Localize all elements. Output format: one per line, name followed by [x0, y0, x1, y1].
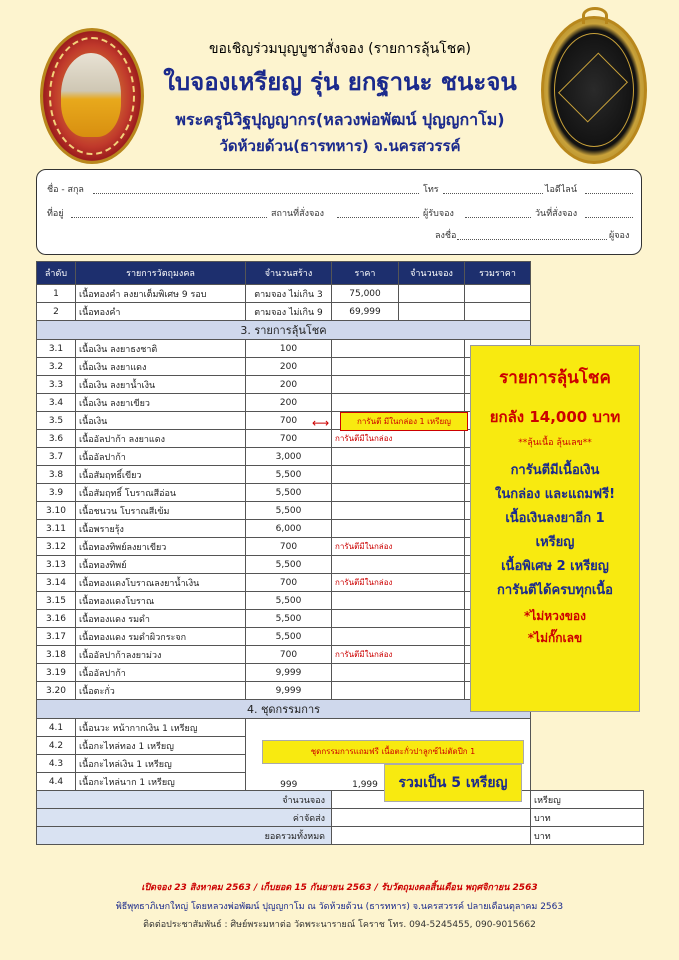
yantra-medal-image — [541, 16, 647, 164]
row-number: 2 — [37, 303, 76, 321]
table-row — [37, 719, 644, 737]
item-price — [332, 394, 465, 412]
row-number: 3.8 — [37, 466, 76, 484]
made-qty: 700 — [246, 538, 332, 556]
row-number: 3.7 — [37, 448, 76, 466]
lineid-label: ไอดีไลน์ — [545, 185, 577, 195]
made-qty: 700 — [246, 574, 332, 592]
item-name: เนื้อเงิน ลงยาน้ำเงิน — [76, 376, 246, 394]
item-price — [332, 502, 465, 520]
summary-row — [37, 809, 644, 827]
order-qty-field[interactable] — [399, 303, 465, 321]
item-name: เนื้อตะกั่ว — [76, 682, 246, 700]
side-spacer — [531, 303, 644, 321]
col-header-qty: จำนวนจอง — [399, 262, 465, 285]
row-number: 3.18 — [37, 646, 76, 664]
made-qty: 6,000 — [246, 520, 332, 538]
item-price — [332, 376, 465, 394]
summary-label: ค่าจัดส่ง — [37, 809, 332, 827]
receiver-field[interactable] — [465, 217, 531, 218]
item-price: การันตีมีในกล่อง — [332, 538, 465, 556]
item-name: เนื้อทองทิพย์ลงยาเขียว — [76, 538, 246, 556]
row-number: 3.20 — [37, 682, 76, 700]
promo-tagline: **ลุ้นเนื้อ ลุ้นเลข** — [518, 438, 592, 448]
summary-unit: บาท — [531, 809, 644, 827]
side-spacer — [531, 719, 644, 791]
item-price — [332, 466, 465, 484]
item-name: เนื้อทองแดงโบราณลงยาน้ำเงิน — [76, 574, 246, 592]
item-name: เนื้อชนวน โบราณสีเข้ม — [76, 502, 246, 520]
made-qty: ตามจอง ไม่เกิน 3 — [246, 285, 332, 303]
item-name: เนื้อทองคำ ลงยาเต็มพิเศษ 9 รอบ — [76, 285, 246, 303]
page-title: ใบจองเหรียญ รุ่น ยกฐานะ ชนะจน — [163, 68, 517, 96]
row-number: 3.17 — [37, 628, 76, 646]
phone-label: โทร — [423, 185, 439, 195]
item-name: เนื้อทองคำ — [76, 303, 246, 321]
summary-value-field[interactable] — [332, 809, 531, 827]
row-number: 4.2 — [37, 737, 76, 755]
place-label: สถานที่สั่งจอง — [271, 209, 325, 219]
total-field[interactable] — [465, 303, 531, 321]
item-price: การันตีมีในกล่อง — [332, 646, 465, 664]
footer-dates: เปิดจอง 23 สิงหาคม 2563 / เก็บยอด 15 กันยายน 2563 / รับวัตถุมงคลสิ้นเดือน พฤศจิกายน 2563 — [141, 883, 538, 893]
sign-label: ลงชื่อ — [435, 231, 457, 241]
promo-line: การันตีมีเนื้อเงิน — [510, 463, 600, 478]
item-name: เนื้อทองทิพย์ — [76, 556, 246, 574]
committee-bonus-note: ชุดกรรมการแถมฟรี เนื้อตะกั่วปาลูกซ์ไม่ตัดปีก 1 — [262, 740, 524, 764]
guarantee-note: การันตี มีในกล่อง 1 เหรียญ — [340, 412, 468, 431]
date-field[interactable] — [585, 217, 633, 218]
committee-made-qty: 999 — [246, 719, 332, 791]
table-row — [37, 285, 644, 303]
section-row — [37, 321, 644, 340]
promo-line: ในกล่อง และแถมฟรี! — [494, 487, 615, 502]
made-qty: 200 — [246, 358, 332, 376]
temple-name: วัดห้วยด้วน(ธารทหาร) จ.นครสวรรค์ — [219, 137, 461, 155]
promo-details — [471, 459, 639, 603]
row-number: 4.1 — [37, 719, 76, 737]
promo-line: เหรียญ — [535, 535, 575, 550]
item-name: เนื้อกะไหล่เงิน 1 เหรียญ — [76, 755, 246, 773]
made-qty: ตามจอง ไม่เกิน 9 — [246, 303, 332, 321]
summary-row — [37, 791, 644, 809]
item-name: เนื้ออัลปาก้า — [76, 664, 246, 682]
item-name: เนื้อทองแดง รมดำผิวกระจก — [76, 628, 246, 646]
row-number: 3.12 — [37, 538, 76, 556]
row-number: 3.3 — [37, 376, 76, 394]
item-price — [332, 340, 465, 358]
phone-field[interactable] — [443, 193, 543, 194]
made-qty: 700 — [246, 412, 332, 430]
row-number: 4.4 — [37, 773, 76, 791]
promo-price: ยกลัง 14,000 บาท — [489, 408, 621, 426]
booker-label: ผู้จอง — [609, 231, 630, 241]
item-name: เนื้อเงิน — [76, 412, 246, 430]
row-number: 3.1 — [37, 340, 76, 358]
item-price: 75,000 — [332, 285, 399, 303]
promo-line: เนื้อพิเศษ 2 เหรียญ — [501, 559, 609, 574]
item-name: เนื้อทองแดง รมดำ — [76, 610, 246, 628]
summary-row — [37, 827, 644, 845]
item-name: เนื้ออัลปาก้าลงยาม่วง — [76, 646, 246, 664]
medal-ring — [49, 37, 135, 155]
row-number: 3.10 — [37, 502, 76, 520]
col-header-price: ราคา — [332, 262, 399, 285]
date-label: วันที่สั่งจอง — [535, 209, 578, 219]
order-form — [36, 169, 642, 255]
promo-line: เนื้อเงินลงยาอีก 1 — [505, 511, 605, 526]
monk-medal-image — [40, 28, 144, 164]
header — [0, 0, 679, 170]
name-field[interactable] — [93, 193, 419, 194]
col-header-made: จำนวนสร้าง — [246, 262, 332, 285]
made-qty: 5,500 — [246, 484, 332, 502]
row-number: 4.3 — [37, 755, 76, 773]
summary-unit: เหรียญ — [531, 791, 644, 809]
item-name: เนื้อนวะ หน้ากากเงิน 1 เหรียญ — [76, 719, 246, 737]
made-qty: 5,500 — [246, 502, 332, 520]
promo-notes — [471, 605, 639, 649]
item-name: เนื้อทองแดงโบราณ — [76, 592, 246, 610]
made-qty: 200 — [246, 376, 332, 394]
section-title: 4. ชุดกรรมการ — [37, 700, 531, 719]
row-number: 3.11 — [37, 520, 76, 538]
lucky-promo-box — [470, 345, 640, 712]
summary-unit: บาท — [531, 827, 644, 845]
item-price — [332, 358, 465, 376]
made-qty: 5,500 — [246, 628, 332, 646]
made-qty: 100 — [246, 340, 332, 358]
invite-text: ขอเชิญร่วมบุญบูชาสั่งจอง (รายการลุ้นโชค) — [208, 41, 472, 57]
item-name: เนื้อสัมฤทธิ์เขียว — [76, 466, 246, 484]
col-header-no: ลำดับ — [37, 262, 76, 285]
address-label: ที่อยู่ — [47, 209, 64, 219]
made-qty: 5,500 — [246, 556, 332, 574]
side-spacer — [531, 262, 644, 285]
summary-value-field[interactable] — [332, 827, 531, 845]
footer-contact: ติดต่อประชาสัมพันธ์ : ศิษย์พระมหาต่อ วัดพระนารายณ์ โคราช โทร. 094-5245455, 090-9015662 — [143, 920, 536, 930]
made-qty: 5,500 — [246, 610, 332, 628]
made-qty: 700 — [246, 430, 332, 448]
item-name: เนื้อเงิน ลงยาเขียว — [76, 394, 246, 412]
item-price — [332, 628, 465, 646]
item-name: เนื้อสัมฤทธิ์ โบราณสีอ่อน — [76, 484, 246, 502]
promo-title: รายการลุ้นโชค — [499, 368, 611, 388]
committee-total-note: รวมเป็น 5 เหรียญ — [384, 764, 522, 802]
row-number: 3.6 — [37, 430, 76, 448]
item-name: เนื้อกะไหล่ทอง 1 เหรียญ — [76, 737, 246, 755]
made-qty: 9,999 — [246, 664, 332, 682]
made-qty: 5,500 — [246, 466, 332, 484]
col-header-total: รวมราคา — [465, 262, 531, 285]
item-name: เนื้อกะไหล่นาก 1 เหรียญ — [76, 773, 246, 791]
item-price — [332, 682, 465, 700]
item-price — [332, 556, 465, 574]
lineid-field[interactable] — [585, 193, 633, 194]
side-spacer — [531, 285, 644, 303]
address-field[interactable] — [71, 217, 267, 218]
made-qty: 3,000 — [246, 448, 332, 466]
made-qty: 5,500 — [246, 592, 332, 610]
medal-bail — [582, 7, 608, 24]
committee-price: 1,999 — [332, 719, 399, 791]
name-label: ชื่อ - สกุล — [47, 185, 84, 195]
order-qty-field[interactable] — [399, 285, 465, 303]
place-field[interactable] — [337, 217, 419, 218]
signature-field[interactable] — [457, 239, 607, 240]
receiver-label: ผู้รับจอง — [423, 209, 454, 219]
footer-ceremony: พิธีพุทธาภิเษกใหญ่ โดยหลวงพ่อพัฒน์ ปุญญกาโม ณ วัดห้วยด้วน (ธารทหาร) จ.นครสวรรค์ ปลายเดือนตุลาคม 2563 — [115, 902, 564, 912]
item-name: เนื้อพรายรุ้ง — [76, 520, 246, 538]
row-number: 3.13 — [37, 556, 76, 574]
item-price: การันตีมีในกล่อง — [332, 574, 465, 592]
item-name: เนื้อเงิน ลงยาธงชาติ — [76, 340, 246, 358]
row-number: 3.15 — [37, 592, 76, 610]
made-qty: 200 — [246, 394, 332, 412]
row-number: 3.14 — [37, 574, 76, 592]
table-row — [37, 303, 644, 321]
row-number: 3.2 — [37, 358, 76, 376]
item-price: การันตีมีในกล่อง — [332, 430, 465, 448]
summary-label: จำนวนจอง — [37, 791, 332, 809]
promo-note: *ไม่หวงของ — [524, 609, 586, 623]
summary-label: ยอดรวมทั้งหมด — [37, 827, 332, 845]
item-price — [332, 520, 465, 538]
promo-line: การันตีได้ครบทุกเนื้อ — [497, 583, 613, 598]
made-qty: 9,999 — [246, 682, 332, 700]
item-price — [332, 664, 465, 682]
item-name: เนื้ออัลปาก้า — [76, 448, 246, 466]
item-price — [332, 610, 465, 628]
made-qty: 700 — [246, 646, 332, 664]
row-number: 1 — [37, 285, 76, 303]
total-field[interactable] — [465, 285, 531, 303]
double-arrow-icon: ⟷ — [312, 416, 330, 430]
promo-note: *ไม่กั๊กเลข — [527, 631, 583, 645]
col-header-item: รายการวัตถุมงคล — [76, 262, 246, 285]
item-price: 69,999 — [332, 303, 399, 321]
item-price — [332, 592, 465, 610]
row-number: 3.4 — [37, 394, 76, 412]
row-number: 3.19 — [37, 664, 76, 682]
row-number: 3.16 — [37, 610, 76, 628]
section-title: 3. รายการลุ้นโชค — [37, 321, 531, 340]
item-name: เนื้ออัลปาก้า ลงยาแดง — [76, 430, 246, 448]
item-price — [332, 448, 465, 466]
row-number: 3.5 — [37, 412, 76, 430]
item-name: เนื้อเงิน ลงยาแดง — [76, 358, 246, 376]
item-price — [332, 484, 465, 502]
row-number: 3.9 — [37, 484, 76, 502]
monk-name: พระครูนิวิฐปุญญากร(หลวงพ่อพัฒน์ ปุญญกาโม) — [175, 110, 505, 129]
side-spacer — [531, 321, 644, 340]
